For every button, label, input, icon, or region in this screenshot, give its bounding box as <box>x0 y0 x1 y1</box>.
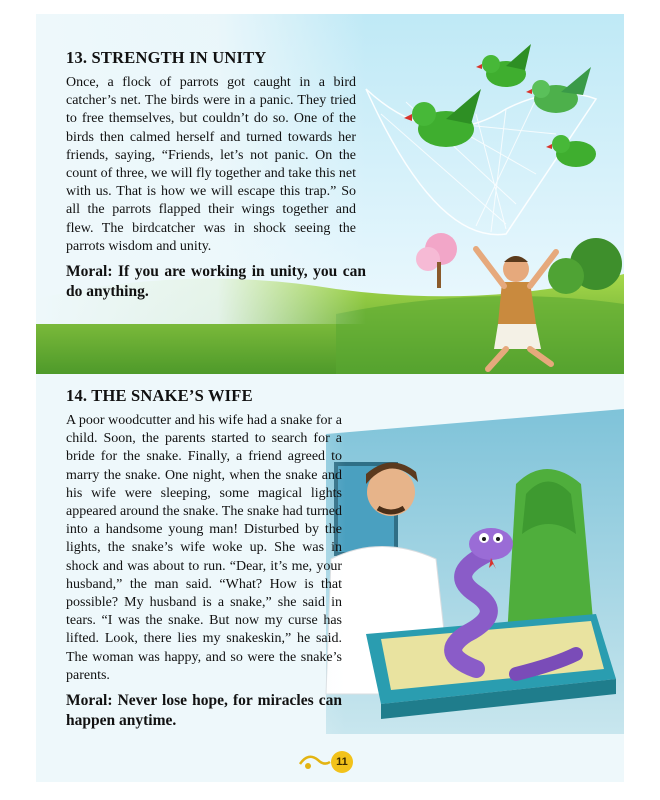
story-the-snakes-wife <box>66 386 342 731</box>
story-body: Once, a flock of parrots got caught in a bird catcher’s net. The birds were in a panic. They tried to free themselves, but couldn’t do so. One of the birds then calmed herself and turned towards her friends, saying, “Friends, let’s not panic. On the count of three, we will fly together and take this net with us. That is how we will escape this trap.” So all the parrots flapped their wings together and flew. The birdcatcher was in shock seeing the parrots wisdom and unity. <box>66 75 356 254</box>
story-title: 14. THE SNAKE’S WIFE <box>66 386 253 405</box>
story-strength-in-unity <box>66 48 366 302</box>
story-body: A poor woodcutter and his wife had a snake for a child. Soon, the parents started to search for a bride for the snake. Finally, a friend agreed to marry the snake. One night, when the snake and his wife were sleeping, some magical lights appeared around the snake. The snake had turned into a handsome young man! Disturbed by the lights, the snake’s wife woke up. She was in shock and was about to run. “Dear, it’s me, your husband,” the man said. “What? How is that possible? My husband is a snake,” she said in tears. “I was the snake. But now my curse has lifted. Look, there lies my snakeskin,” he said. The woman was happy, and so were the snake’s parents. <box>66 413 342 683</box>
story-moral: Moral: Never lose hope, for miracles can happen anytime. <box>66 692 342 730</box>
story-moral: Moral: If you are working in unity, you can do anything. <box>66 263 366 301</box>
book-page <box>36 14 624 782</box>
page-number: 11 <box>331 751 353 773</box>
flourish-icon <box>298 750 332 774</box>
story-title: 13. STRENGTH IN UNITY <box>66 48 267 67</box>
